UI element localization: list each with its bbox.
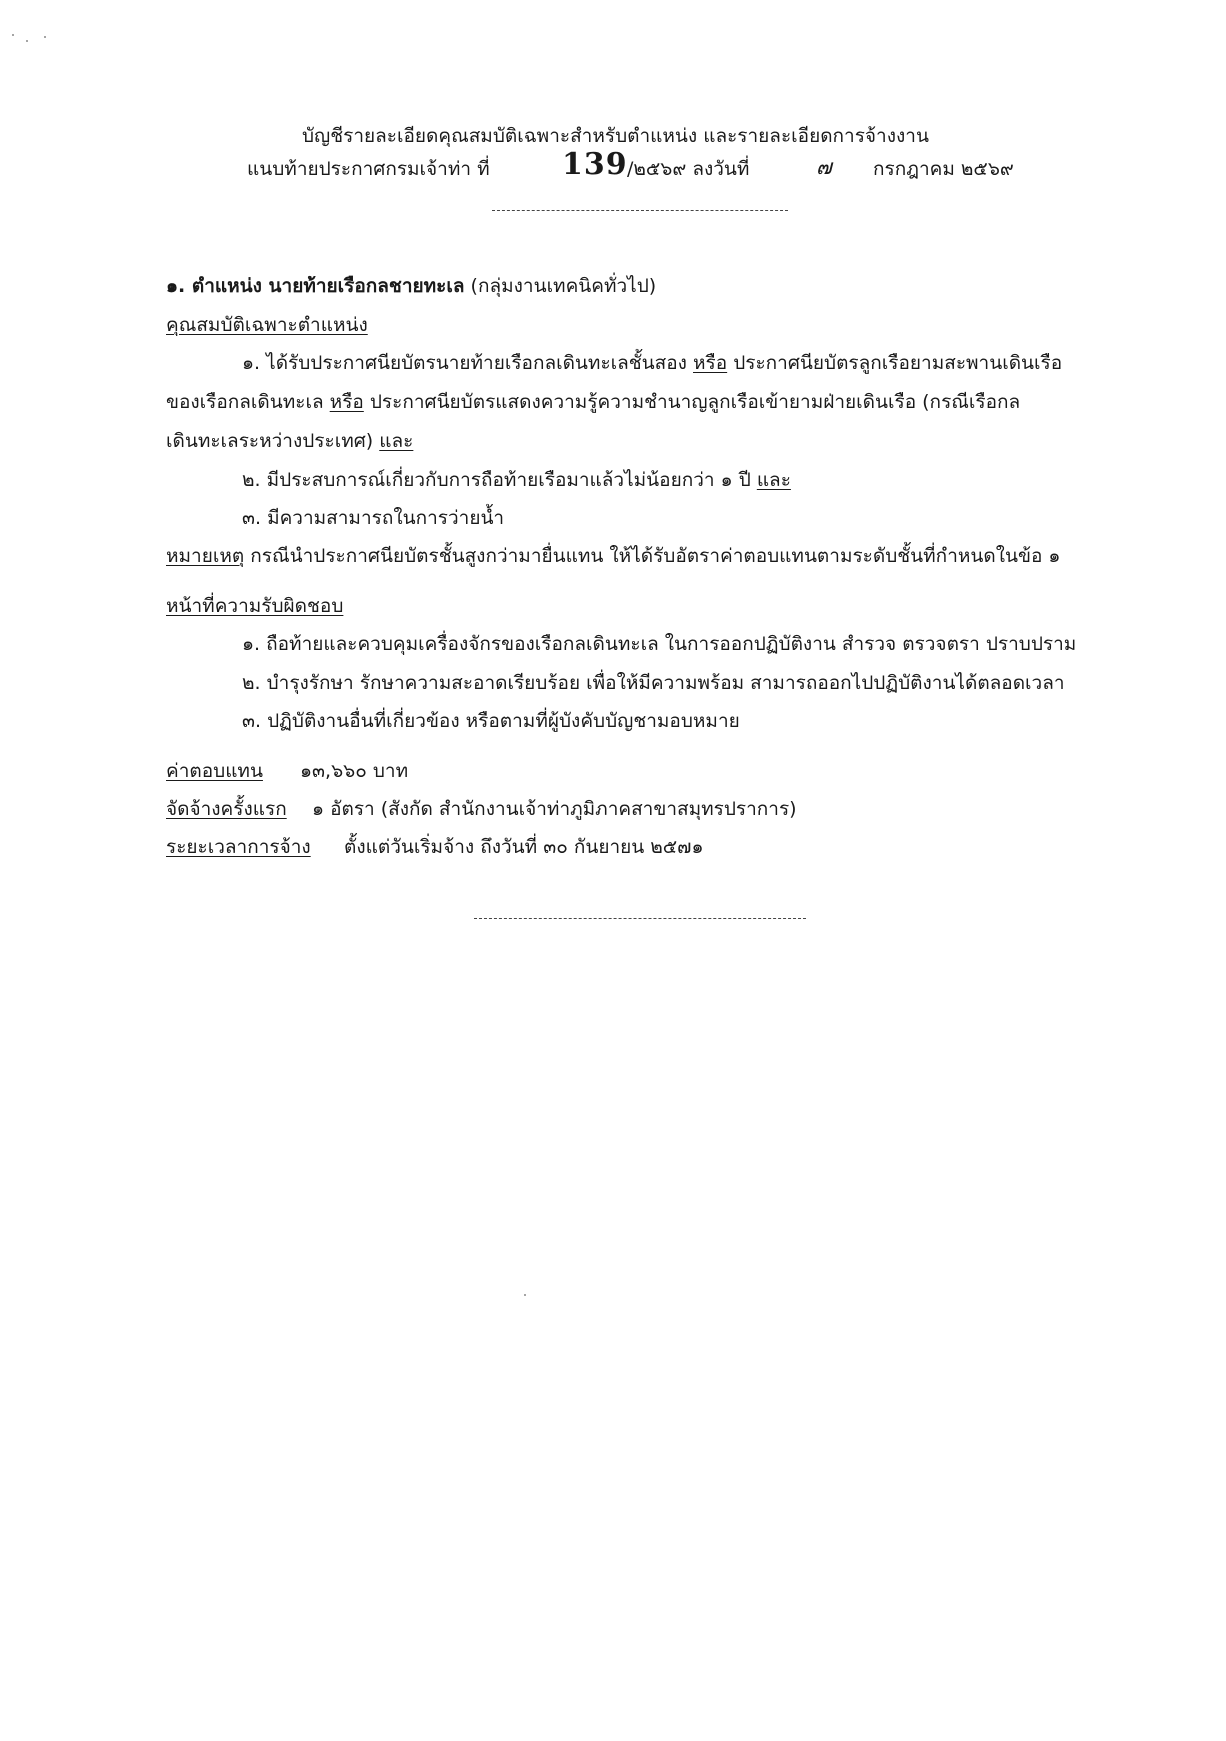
position-heading (166, 277, 656, 296)
qualification-item-2 (242, 471, 791, 490)
note-text: กรณีนำประกาศนียบัตรชั้นสูงกว่ามายื่นแทน ให้ได้รับอัตราค่าตอบแทนตามระดับชั้นที่กำหนดในข้อ ๑ (250, 545, 1061, 567)
q1-text-a: ๑. ได้รับประกาศนียบัตรนายท้ายเรือกลเดินทะเลชั้นสอง (242, 352, 687, 374)
position-title: ๑. ตำแหน่ง นายท้ายเรือกลชายทะเล (166, 275, 465, 297)
first-hire-label: จัดจ้างครั้งแรก (166, 798, 287, 820)
salary-label: ค่าตอบแทน (166, 760, 263, 782)
q1-and: และ (379, 430, 414, 452)
duty-item-3: ๓. ปฏิบัติงานอื่นที่เกี่ยวข้อง หรือตามที่ผู้บังคับบัญชามอบหมาย (242, 710, 740, 732)
period-value: ตั้งแต่วันเริ่มจ้าง ถึงวันที่ ๓๐ กันยายน ๒๕๗๑ (344, 836, 704, 858)
document-title (302, 127, 929, 146)
footer-divider (474, 918, 806, 919)
qualification-item-1-line1 (242, 354, 1062, 373)
duty-item-1: ๑. ถือท้ายและควบคุมเครื่องจักรของเรือกลเดินทะเล ในการออกปฏิบัติงาน สำรวจ ตรวจตรา ปราบปราม (242, 633, 1077, 655)
qualifications-heading: คุณสมบัติเฉพาะตำแหน่ง (166, 314, 368, 336)
duties-heading: หน้าที่ความรับผิดชอบ (166, 595, 344, 617)
subtitle-month-year: กรกฎาคม ๒๕๖๙ (873, 158, 1014, 180)
duty-item-2: ๒. บำรุงรักษา รักษาความสะอาดเรียบร้อย เพื่อให้มีความพร้อม สามารถออกไปปฏิบัติงานได้ตลอดเวลา (242, 672, 1065, 694)
handwritten-day: ๗ (816, 155, 832, 179)
position-group: (กลุ่มงานเทคนิคทั่วไป) (470, 275, 657, 297)
scan-speck (524, 1294, 526, 1296)
subtitle-prefix: แนบท้ายประกาศกรมเจ้าท่า ที่ (247, 158, 490, 180)
q1-line2-b: ประกาศนียบัตรแสดงความรู้ความชำนาญลูกเรือเข้ายามฝ่ายเดินเรือ (กรณีเรือกล (369, 391, 1021, 413)
header-divider (492, 210, 788, 211)
q1-or-2: หรือ (329, 391, 364, 413)
q1-text-b: ประกาศนียบัตรลูกเรือยามสะพานเดินเรือ (733, 352, 1063, 374)
q1-line3: เดินทะเลระหว่างประเทศ) (166, 430, 374, 452)
q1-or-1: หรือ (693, 352, 728, 374)
title-line1: บัญชีรายละเอียดคุณสมบัติเฉพาะสำหรับตำแหน่ง และรายละเอียดการจ้างงาน (302, 125, 929, 147)
period-label: ระยะเวลาการจ้าง (166, 836, 311, 858)
q1-line2-a: ของเรือกลเดินทะเล (166, 391, 324, 413)
subtitle-year-part: /๒๕๖๙ ลงวันที่ (627, 158, 750, 180)
scan-speck (44, 36, 46, 38)
first-hire-value: ๑ อัตรา (สังกัด สำนักงานเจ้าท่าภูมิภาคสาขาสมุทรปราการ) (312, 798, 797, 820)
qualification-item-3: ๓. มีความสามารถในการว่ายน้ำ (242, 507, 505, 529)
document-subtitle (247, 160, 490, 179)
note-label: หมายเหตุ (166, 545, 245, 567)
announcement-number: 139 (562, 147, 628, 182)
scan-speck (12, 34, 14, 36)
qualification-item-1-line2 (166, 393, 1020, 412)
qualification-item-1-line3 (166, 432, 413, 451)
salary-value: ๑๓,๖๖๐ บาท (300, 760, 409, 782)
scan-speck (26, 40, 28, 42)
q2-and: และ (756, 469, 791, 491)
q2-text: ๒. มีประสบการณ์เกี่ยวกับการถือท้ายเรือมาแล้วไม่น้อยกว่า ๑ ปี (242, 469, 751, 491)
note (166, 547, 1060, 566)
